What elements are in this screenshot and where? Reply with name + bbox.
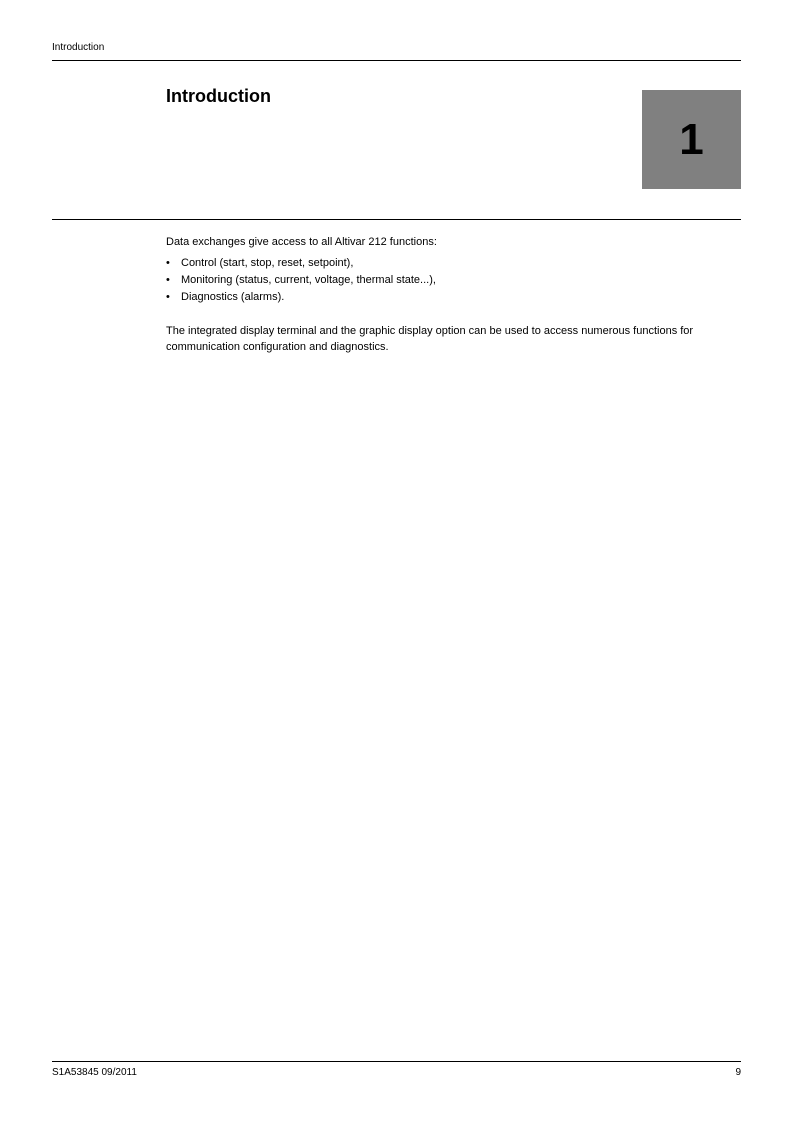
intro-paragraph: Data exchanges give access to all Altivar 212 functions: (166, 236, 437, 248)
bullet-icon: • (166, 274, 170, 286)
page-number: 9 (735, 1067, 741, 1078)
list-item-text: Control (start, stop, reset, setpoint), (181, 257, 354, 269)
list-item (166, 289, 746, 306)
list-item-text: Diagnostics (alarms). (181, 291, 285, 303)
list-item (166, 255, 746, 272)
section-rule (52, 219, 741, 220)
description-paragraph: The integrated display terminal and the graphic display option can be used to access numerous functions for communication configuration and diagnostics. (166, 325, 694, 353)
list-item-text: Monitoring (status, current, voltage, thermal state...), (181, 274, 436, 286)
document-reference: S1A53845 09/2011 (52, 1067, 137, 1078)
chapter-number: 1 (679, 114, 704, 164)
running-header: Introduction (52, 42, 105, 53)
chapter-title: Introduction (166, 86, 271, 106)
bullet-icon: • (166, 291, 170, 303)
bullet-icon: • (166, 257, 170, 269)
list-item (166, 272, 746, 289)
body-text (166, 234, 746, 355)
footer-rule (52, 1061, 741, 1062)
function-list (166, 255, 746, 306)
chapter-number-box (642, 90, 741, 189)
header-rule (52, 60, 741, 61)
